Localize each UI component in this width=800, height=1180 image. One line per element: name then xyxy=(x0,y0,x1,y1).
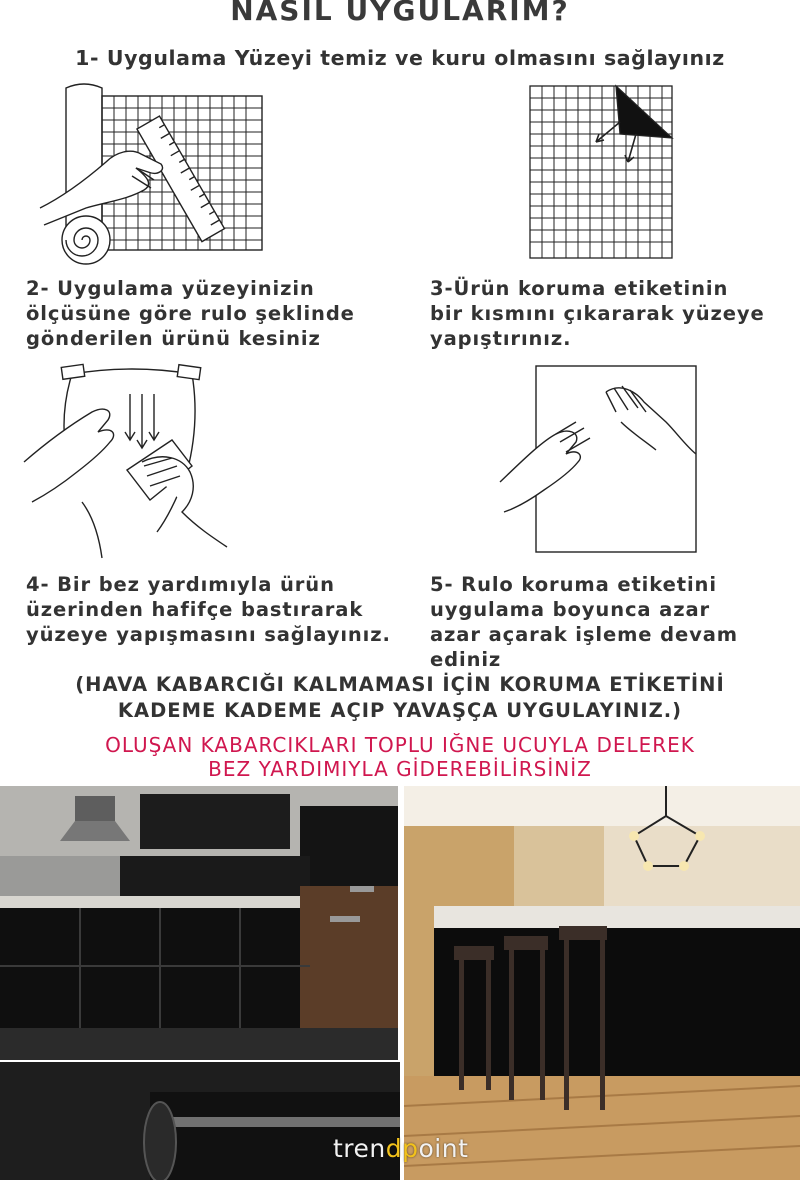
hands-pressing-sheet-illustration xyxy=(496,362,706,562)
step-3-text: 3-Ürün koruma etiketinin bir kısmını çıkararak yüzeye yapıştırınız. xyxy=(430,277,765,350)
logo-part-2: dp xyxy=(385,1134,419,1163)
step-4-text: 4- Bir bez yardımıyla ürün üzerinden hafifçe bastırarak yüzeye yapışmasını sağlayınız. xyxy=(26,573,391,646)
air-bubble-note: (HAVA KABARCIĞI KALMAMASI İÇİN KORUMA ETİKETİNİ KADEME KADEME AÇIP YAVAŞÇA UYGULAYINIZ.) xyxy=(75,673,725,722)
step-5-text: 5- Rulo koruma etiketini uygulama boyunca azar azar açarak işleme devam ediniz xyxy=(430,573,738,671)
logo-part-1: tren xyxy=(333,1134,386,1163)
page-title: NASIL UYGULARIM? xyxy=(230,0,570,27)
dark-kitchen-photo xyxy=(0,786,398,1060)
step-1-text: 1- Uygulama Yüzeyi temiz ve kuru olmasını sağlayınız xyxy=(75,46,725,70)
step-2-text: 2- Uygulama yüzeyinizin ölçüsüne göre rulo şeklinde gönderilen ürünü kesiniz xyxy=(26,277,355,350)
peel-corner-illustration xyxy=(528,82,678,262)
hands-and-cloth-illustration xyxy=(22,362,272,562)
logo-part-3: oint xyxy=(418,1134,469,1163)
trendpoint-logo xyxy=(333,1134,468,1163)
roll-and-squeegee-illustration xyxy=(36,80,286,270)
bubble-warning: OLUŞAN KABARCIKLARI TOPLU IĞNE UCUYLA DELEREK BEZ YARDIMIYLA GİDEREBİLİRSİNİZ xyxy=(105,733,695,781)
bright-kitchen-bar-photo xyxy=(404,786,800,1180)
